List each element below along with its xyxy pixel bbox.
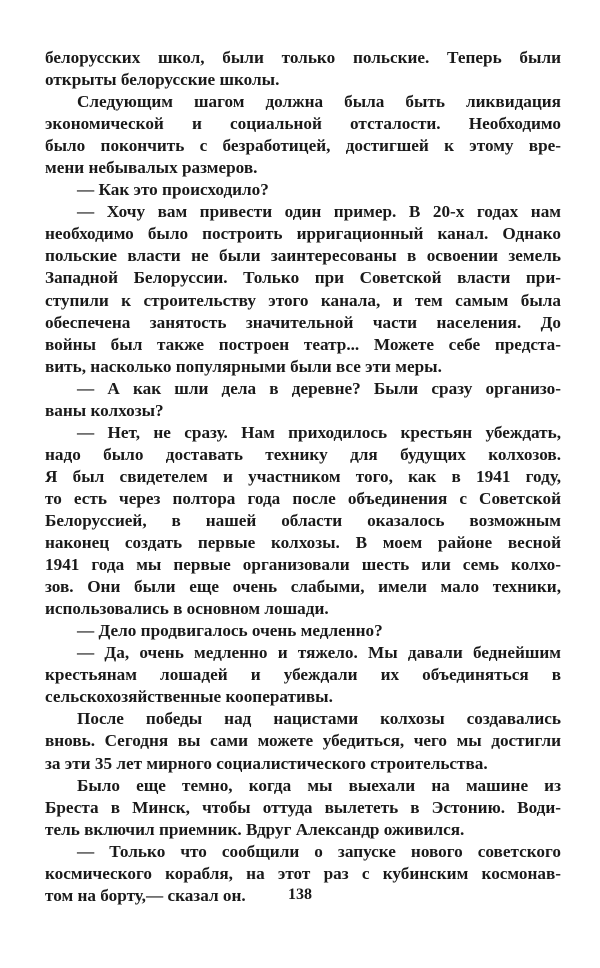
text-line: После победы над нацистами колхозы создавались — [77, 709, 561, 729]
paragraph — [45, 91, 561, 179]
paragraph — [45, 708, 561, 774]
text-line: Западной Белоруссии. Только при Советской власти при- — [45, 268, 561, 288]
text-line: открыты белорусские школы. — [45, 70, 280, 90]
text-line: — Хочу вам привести один пример. В 20-х годах нам — [77, 202, 561, 222]
page-body-text — [45, 47, 561, 907]
page-number: 138 — [288, 886, 312, 903]
paragraph — [45, 620, 561, 642]
text-line: белорусских школ, были только польские. Теперь были — [45, 48, 561, 67]
text-line: за эти 35 лет мирного социалистического строительства. — [45, 753, 488, 773]
text-line: было покончить с безработицей, достигшей к этому вре- — [45, 136, 561, 156]
text-line: войны был также построен театр... Можете себе предста- — [45, 334, 561, 354]
text-line: Бреста в Минск, чтобы оттуда вылететь в Эстонию. Води- — [45, 797, 561, 817]
text-line: вить, насколько популярными были все эти меры. — [45, 356, 442, 376]
text-line: космического корабля, на этот раз с кубинским космонав- — [45, 863, 561, 883]
text-line: — Как это происходило? — [77, 180, 269, 200]
text-line: то есть через полтора года после объединения с Советской — [45, 488, 561, 508]
paragraph — [45, 47, 561, 91]
paragraph — [45, 201, 561, 377]
text-line: вновь. Сегодня вы сами можете убедиться, чего мы достигли — [45, 731, 561, 751]
text-line: мени небывалых размеров. — [45, 158, 258, 178]
text-line: необходимо было построить ирригационный канал. Однако — [45, 224, 561, 244]
text-line: — Дело продвигалось очень медленно? — [77, 621, 383, 641]
text-line: — Нет, не сразу. Нам приходилось крестьян убеждать, — [77, 422, 561, 442]
text-line: Я был свидетелем и участником того, как в 1941 году, — [45, 466, 561, 486]
paragraph — [45, 775, 561, 841]
paragraph — [45, 179, 561, 201]
text-line: надо было доставать технику для будущих колхозов. — [45, 444, 561, 464]
text-line: ступили к строительству этого канала, и тем самым была — [45, 290, 561, 310]
text-line: ваны колхозы? — [45, 400, 164, 420]
text-line: Следующим шагом должна была быть ликвидация — [77, 92, 561, 112]
text-line: том на борту,— сказал он. — [45, 885, 246, 905]
text-line: 1941 года мы первые организовали шесть или семь колхо- — [45, 555, 561, 575]
paragraph — [45, 378, 561, 422]
text-line: наконец создать первые колхозы. В моем районе весной — [45, 533, 561, 553]
text-line: зов. Они были еще очень слабыми, имели мало техники, — [45, 577, 561, 597]
text-line: Было еще темно, когда мы выехали на машине из — [77, 775, 561, 795]
text-line: экономической и социальной отсталости. Необходимо — [45, 114, 561, 134]
text-line: сельскохозяйственные кооперативы. — [45, 687, 333, 707]
text-line: крестьянам лошадей и убеждали их объединяться в — [45, 665, 561, 685]
paragraph — [45, 642, 561, 708]
text-line: польские власти не были заинтересованы в освоении земель — [45, 246, 561, 266]
text-line: — Только что сообщили о запуске нового советского — [77, 841, 561, 861]
text-line: — Да, очень медленно и тяжело. Мы давали беднейшим — [77, 643, 561, 663]
text-line: — А как шли дела в деревне? Были сразу организо- — [77, 378, 561, 398]
text-line: обеспечена занятость значительной части населения. До — [45, 312, 561, 332]
paragraph — [45, 422, 561, 620]
text-line: Белоруссией, в нашей области оказалось возможным — [45, 510, 561, 530]
text-line: тель включил приемник. Вдруг Александр оживился. — [45, 819, 465, 839]
text-line: использовались в основном лошади. — [45, 599, 329, 619]
